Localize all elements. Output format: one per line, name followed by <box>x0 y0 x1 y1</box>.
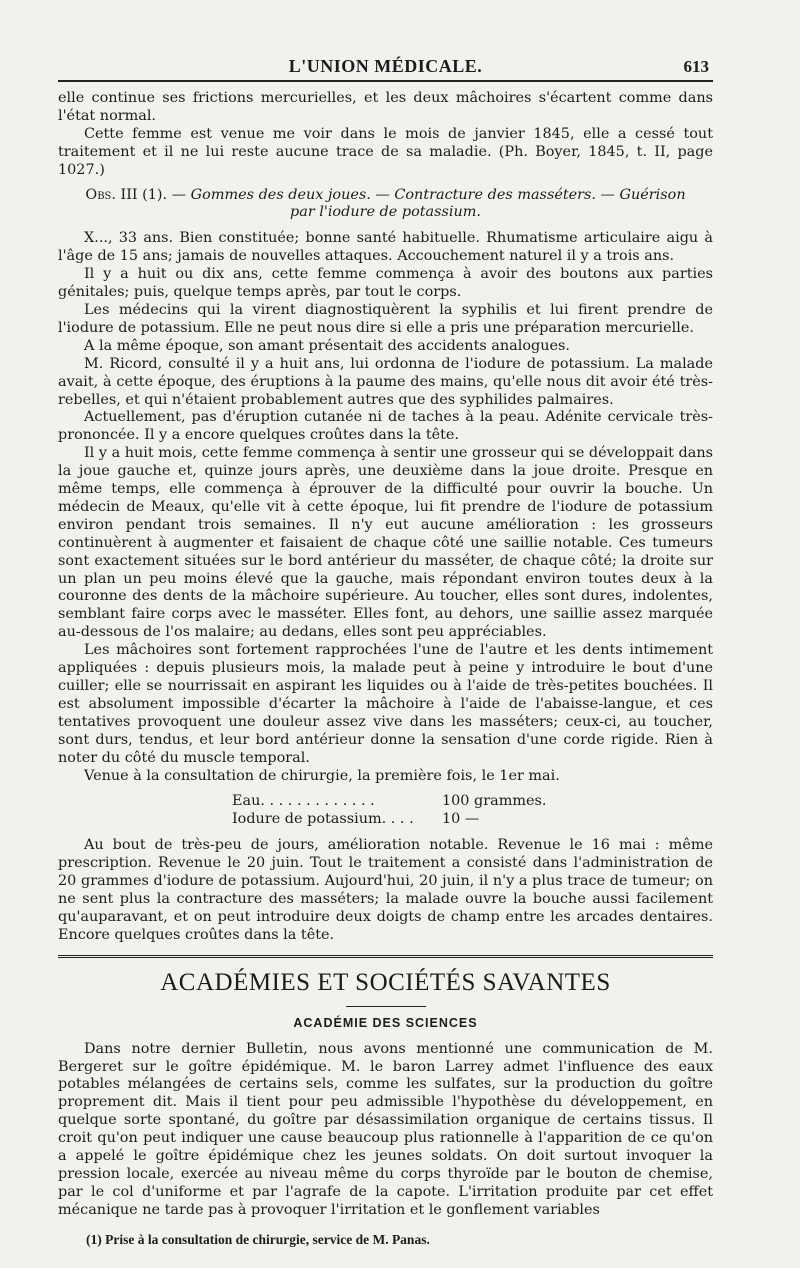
section-subtitle: ACADÉMIE DES SCIENCES <box>293 1015 478 1030</box>
paragraph: Dans notre dernier Bulletin, nous avons mentionné une communication de M. Bergeret sur le goître épidémique. M. le baron Larrey admet l'influence des eaux potables mélangées de certains sels, comme les sulfates, sur la production du goître proprement dit. Mais il tient pour peu admissible l'hypothèse du développement, en quelque sorte spontané, du goître par désassimilation organique de certains tissus. Il croit qu'on peut indiquer une cause beaucoup plus rationnelle à l'apparition de ce qu'on a appelé le goître épidémique chez les jeunes soldats. On doit surtout invoquer la pression locale, exercée au niveau même du corps thyroïde par le bouton de chemise, par le col d'uniforme et par l'agrafe de la capote. L'irritation produite par cet effet mécanique ne tarde pas à provoquer l'irritation et le gonflement variables <box>58 1040 713 1218</box>
short-divider <box>346 1006 426 1007</box>
footnote: (1) Prise à la consultation de chirurgie, service de M. Panas. <box>86 1232 430 1247</box>
paragraph: A la même époque, son amant présentait des accidents analogues. <box>84 337 570 354</box>
paragraph: Actuellement, pas d'éruption cutanée ni de taches à la peau. Adénite cervicale très-prononcée. Il y a encore quelques croûtes dans la tête. <box>58 409 713 444</box>
paragraph: elle continue ses frictions mercurielles, et les deux mâchoires s'écartent comme dans l'état normal. <box>58 90 713 124</box>
prescription <box>232 793 713 829</box>
paragraph: Il y a huit mois, cette femme commença à sentir une grosseur qui se développait dans la joue gauche et, quinze jours après, une deuxième dans la joue droite. Presque en même temps, elle commença à éprouver de la difficulté pour ouvrir la bouche. Un médecin de Meaux, qu'elle vit à cette époque, lui fit prendre de l'iodure de potassium environ pendant trois semaines. Il n'y eut aucune amélioration : les grosseurs continuèrent à augmenter et faisaient de chaque côté une saillie notable. Ces tumeurs sont exactement situées sur le bord antérieur du masséter, de chaque côté; la droite sur un plan un peu moins élevé que la gauche, mais répondant environ toutes deux à la couronne des dents de la mâchoire supérieure. Au toucher, elles sont dures, indolentes, semblant faire corps avec le masséter. Elles font, au dehors, une saillie assez marquée au-dessous de l'os malaire; au dedans, elles sont peu appréciables. <box>58 445 713 641</box>
prescription-row <box>232 811 713 829</box>
paragraph: M. Ricord, consulté il y a huit ans, lui ordonna de l'iodure de potassium. La malade avait, à cette époque, des éruptions à la paume des mains, qu'elle nous dit avoir été très-rebelles, et qui n'étaient probablement autres que des syphilides palmaires. <box>58 355 713 408</box>
observation-title-cont: par l'iodure de potassium. <box>290 204 481 221</box>
running-header <box>58 52 713 82</box>
paragraph: Cette femme est venue me voir dans le mois de janvier 1845, elle a cessé tout traitement et il ne lui reste aucune trace de sa maladie. (Ph. Boyer, 1845, t. II, page 1027.) <box>58 125 713 178</box>
section-title: ACADÉMIES ET SOCIÉTÉS SAVANTES <box>160 968 611 996</box>
observation-label: Obs. III (1). <box>85 186 168 203</box>
prescription-row <box>232 793 713 811</box>
page-number: 613 <box>683 57 709 76</box>
prescription-qty: 100 grammes. <box>442 793 547 810</box>
section-divider <box>58 955 713 958</box>
paragraph: Il y a huit ou dix ans, cette femme commença à avoir des boutons aux parties génitales; puis, quelque temps après, par tout le corps. <box>58 266 713 301</box>
paragraph: Les mâchoires sont fortement rapprochées l'une de l'autre et les dents intimement appliquées : depuis plusieurs mois, la malade peut à peine y introduire le bout d'une cuiller; elle se nourrissait en aspirant les liquides ou à l'aide de très-petites bouchées. Il est absolument impossible d'écarter la mâchoire à l'aide de l'abaisse-langue, et ces tentatives provoquent une douleur assez vive dans les masséters; ceux-ci, au toucher, sont durs, tendus, et leur bord antérieur donne la sensation d'une corde rigide. Rien à noter du côté du muscle temporal. <box>58 642 713 766</box>
running-title: L'UNION MÉDICALE. <box>288 56 483 76</box>
prescription-qty: 10 — <box>442 811 480 828</box>
observation-title: — Gommes des deux joues. — Contracture des masséters. — Guérison <box>171 186 686 203</box>
prescription-item: Eau. . . . . . . . . . . . . <box>232 793 375 810</box>
observation-heading <box>58 187 713 223</box>
article-body <box>58 90 713 1220</box>
prescription-item: Iodure de potassium. . . . <box>232 811 414 828</box>
paragraph: Les médecins qui la virent diagnostiquèrent la syphilis et lui firent prendre de l'iodure de potassium. Elle ne peut nous dire si elle a pris une préparation mercurielle. <box>58 301 713 336</box>
page <box>58 52 713 1220</box>
paragraph: Au bout de très-peu de jours, amélioration notable. Revenue le 16 mai : même prescription. Revenue le 20 juin. Tout le traitement a consisté dans l'administration de 20 grammes d'iodure de potassium. Aujourd'hui, 20 juin, il n'y a plus trace de tumeur; on ne sent plus la contracture des masséters; la malade ouvre la bouche aussi facilement qu'auparavant, et on peut introduire deux doigts de champ entre les arcades dentaires. Encore quelques croûtes dans la tête. <box>58 837 713 943</box>
paragraph: Venue à la consultation de chirurgie, la première fois, le 1er mai. <box>84 767 560 784</box>
paragraph: X..., 33 ans. Bien constituée; bonne santé habituelle. Rhumatisme articulaire aigu à l'âge de 15 ans; jamais de nouvelles attaques. Accouchement naturel il y a trois ans. <box>58 230 713 265</box>
